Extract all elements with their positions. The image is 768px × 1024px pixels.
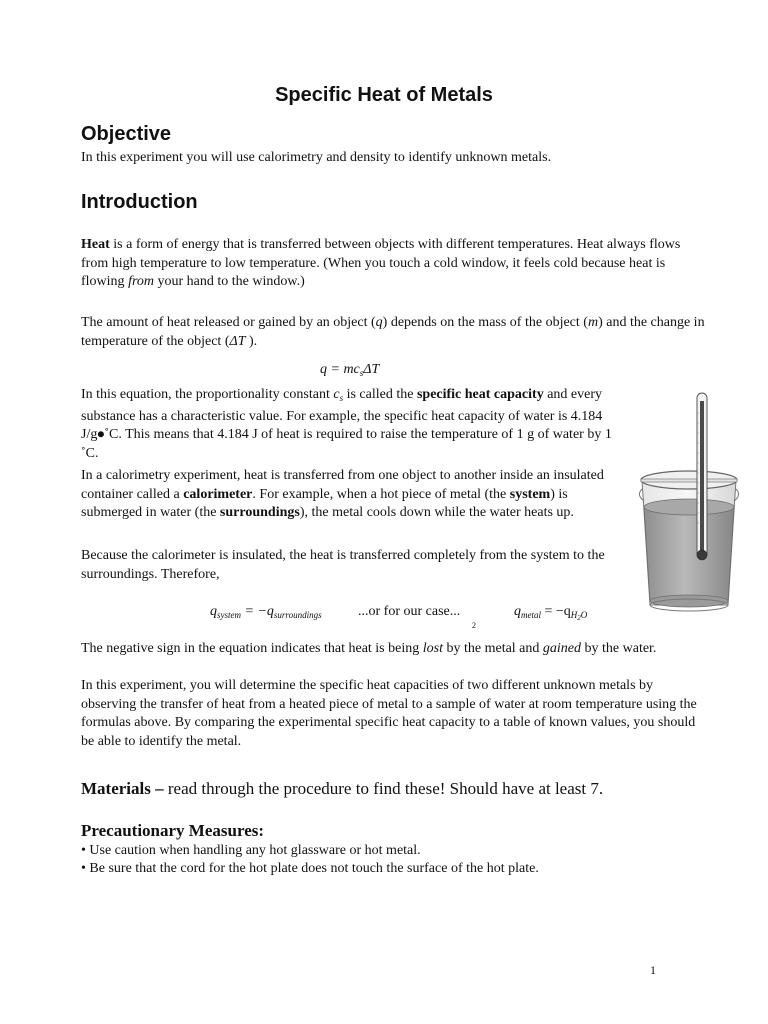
emphasis: from <box>128 274 154 289</box>
text-run: is a form of energy that is transferred between objects with different temperatures. Heat always flows from high temperature to low temperature. (When you touch a cold window, it feels cold because heat is flowing <box>81 237 681 289</box>
page-number: 1 <box>650 963 656 977</box>
objective-text: In this experiment you will use calorimetry and density to identify unknown metals. <box>81 150 552 165</box>
subscript: O <box>580 610 588 620</box>
case-text: ...or for our case... <box>358 604 461 619</box>
text-run: ) depends on the mass of the object ( <box>382 315 588 330</box>
equation-lhs: q = mc <box>320 362 360 377</box>
text-run: by the metal and <box>442 641 543 656</box>
var-q: q <box>210 604 217 619</box>
heat-term: Heat <box>81 237 110 252</box>
objective-heading: Objective <box>81 123 172 145</box>
equation-metal-water <box>514 604 587 622</box>
materials-line <box>81 779 603 799</box>
subscript: surroundings <box>273 610 322 620</box>
text-run: The amount of heat released or gained by an object ( <box>81 315 376 330</box>
subscript: system <box>217 610 241 620</box>
bullet-icon: • <box>81 843 90 858</box>
intro-paragraph-calorimetry <box>81 467 629 523</box>
calorimeter-term: calorimeter <box>183 486 253 502</box>
list-item-text: Be sure that the cord for the hot plate does not touch the surface of the hot plate. <box>89 861 539 876</box>
equation-mid: = −q <box>241 604 274 619</box>
text-run: ), the metal cools down while the water heats up. <box>299 505 574 520</box>
system-term: system <box>509 486 551 502</box>
subscript: 2 <box>577 614 581 622</box>
page-title: Specific Heat of Metals <box>275 84 493 106</box>
subscript: s <box>359 368 364 378</box>
intro-paragraph-experiment: In this experiment, you will determine the specific heat capacities of two different unknown metals by observing the transfer of heat from a heated piece of metal to a sample of water at room temperature using the formulas above. By comparing the experimental specific heat capacity to a table of known values, you should be able to identify the metal. <box>81 678 697 749</box>
var-c: c <box>333 387 340 402</box>
text-run: is called the <box>343 387 417 402</box>
subscript: metal <box>521 610 541 620</box>
text-run: In a calorimetry experiment, heat is transferred from one object to another inside an insulated container called a <box>81 468 604 502</box>
equation-rhs: = −q <box>541 604 571 619</box>
var-q: q <box>375 315 383 330</box>
list-item-text: Use caution when handling any hot glassware or hot metal. <box>89 843 421 858</box>
intro-paragraph-specific-heat <box>81 386 629 463</box>
equation-heat <box>320 362 379 378</box>
bullet-icon: • <box>81 861 90 876</box>
subscript: s <box>339 393 344 403</box>
intro-paragraph-insulated: Because the calorimeter is insulated, the heat is transferred completely from the system to the surroundings. Therefore, <box>81 548 605 582</box>
text-run: ). <box>245 333 258 349</box>
text-run: and every substance has a characteristic value. For example, the specific heat capacity of water is 4.184 J/g⦁˚C. This means that 4.184 J of heat is required to raise the temperature of 1 g of water by 1 ˚C. <box>81 387 612 461</box>
text-run: your hand to the window.) <box>154 274 305 289</box>
var-q: q <box>514 604 521 619</box>
text-run: The negative sign in the equation indicates that heat is being <box>81 641 423 656</box>
var-m: m <box>587 315 599 330</box>
emphasis: gained <box>542 641 582 656</box>
equation-system-surroundings <box>210 604 322 620</box>
list-item <box>81 842 421 860</box>
intro-paragraph-heat <box>81 236 711 292</box>
intro-paragraph-amount <box>81 314 711 351</box>
emphasis: lost <box>422 641 443 656</box>
text-run: by the water. <box>581 641 657 656</box>
materials-label: Materials – <box>81 779 164 798</box>
list-item <box>81 860 539 878</box>
text-run: . For example, when a hot piece of metal (the <box>252 486 510 502</box>
text-run: ) and the change in temperature of the object ( <box>81 315 705 349</box>
var-delta-t: ΔT <box>229 333 246 349</box>
stray-subscript: 2 <box>472 621 476 630</box>
equation-tail: ΔT <box>363 362 380 377</box>
specific-heat-term: specific heat capacity <box>416 387 544 402</box>
intro-paragraph-negative-sign <box>81 640 711 659</box>
surroundings-term: surroundings <box>219 505 300 520</box>
calorimeter-illustration <box>636 383 742 615</box>
subscript: H <box>570 610 578 620</box>
introduction-heading: Introduction <box>81 191 198 213</box>
precautions-heading: Precautionary Measures: <box>81 821 265 840</box>
text-run: In this equation, the proportionality constant <box>81 387 334 402</box>
text-run: ) is submerged in water (the <box>81 486 568 520</box>
materials-text: read through the procedure to find these! Should have at least 7. <box>163 779 604 798</box>
